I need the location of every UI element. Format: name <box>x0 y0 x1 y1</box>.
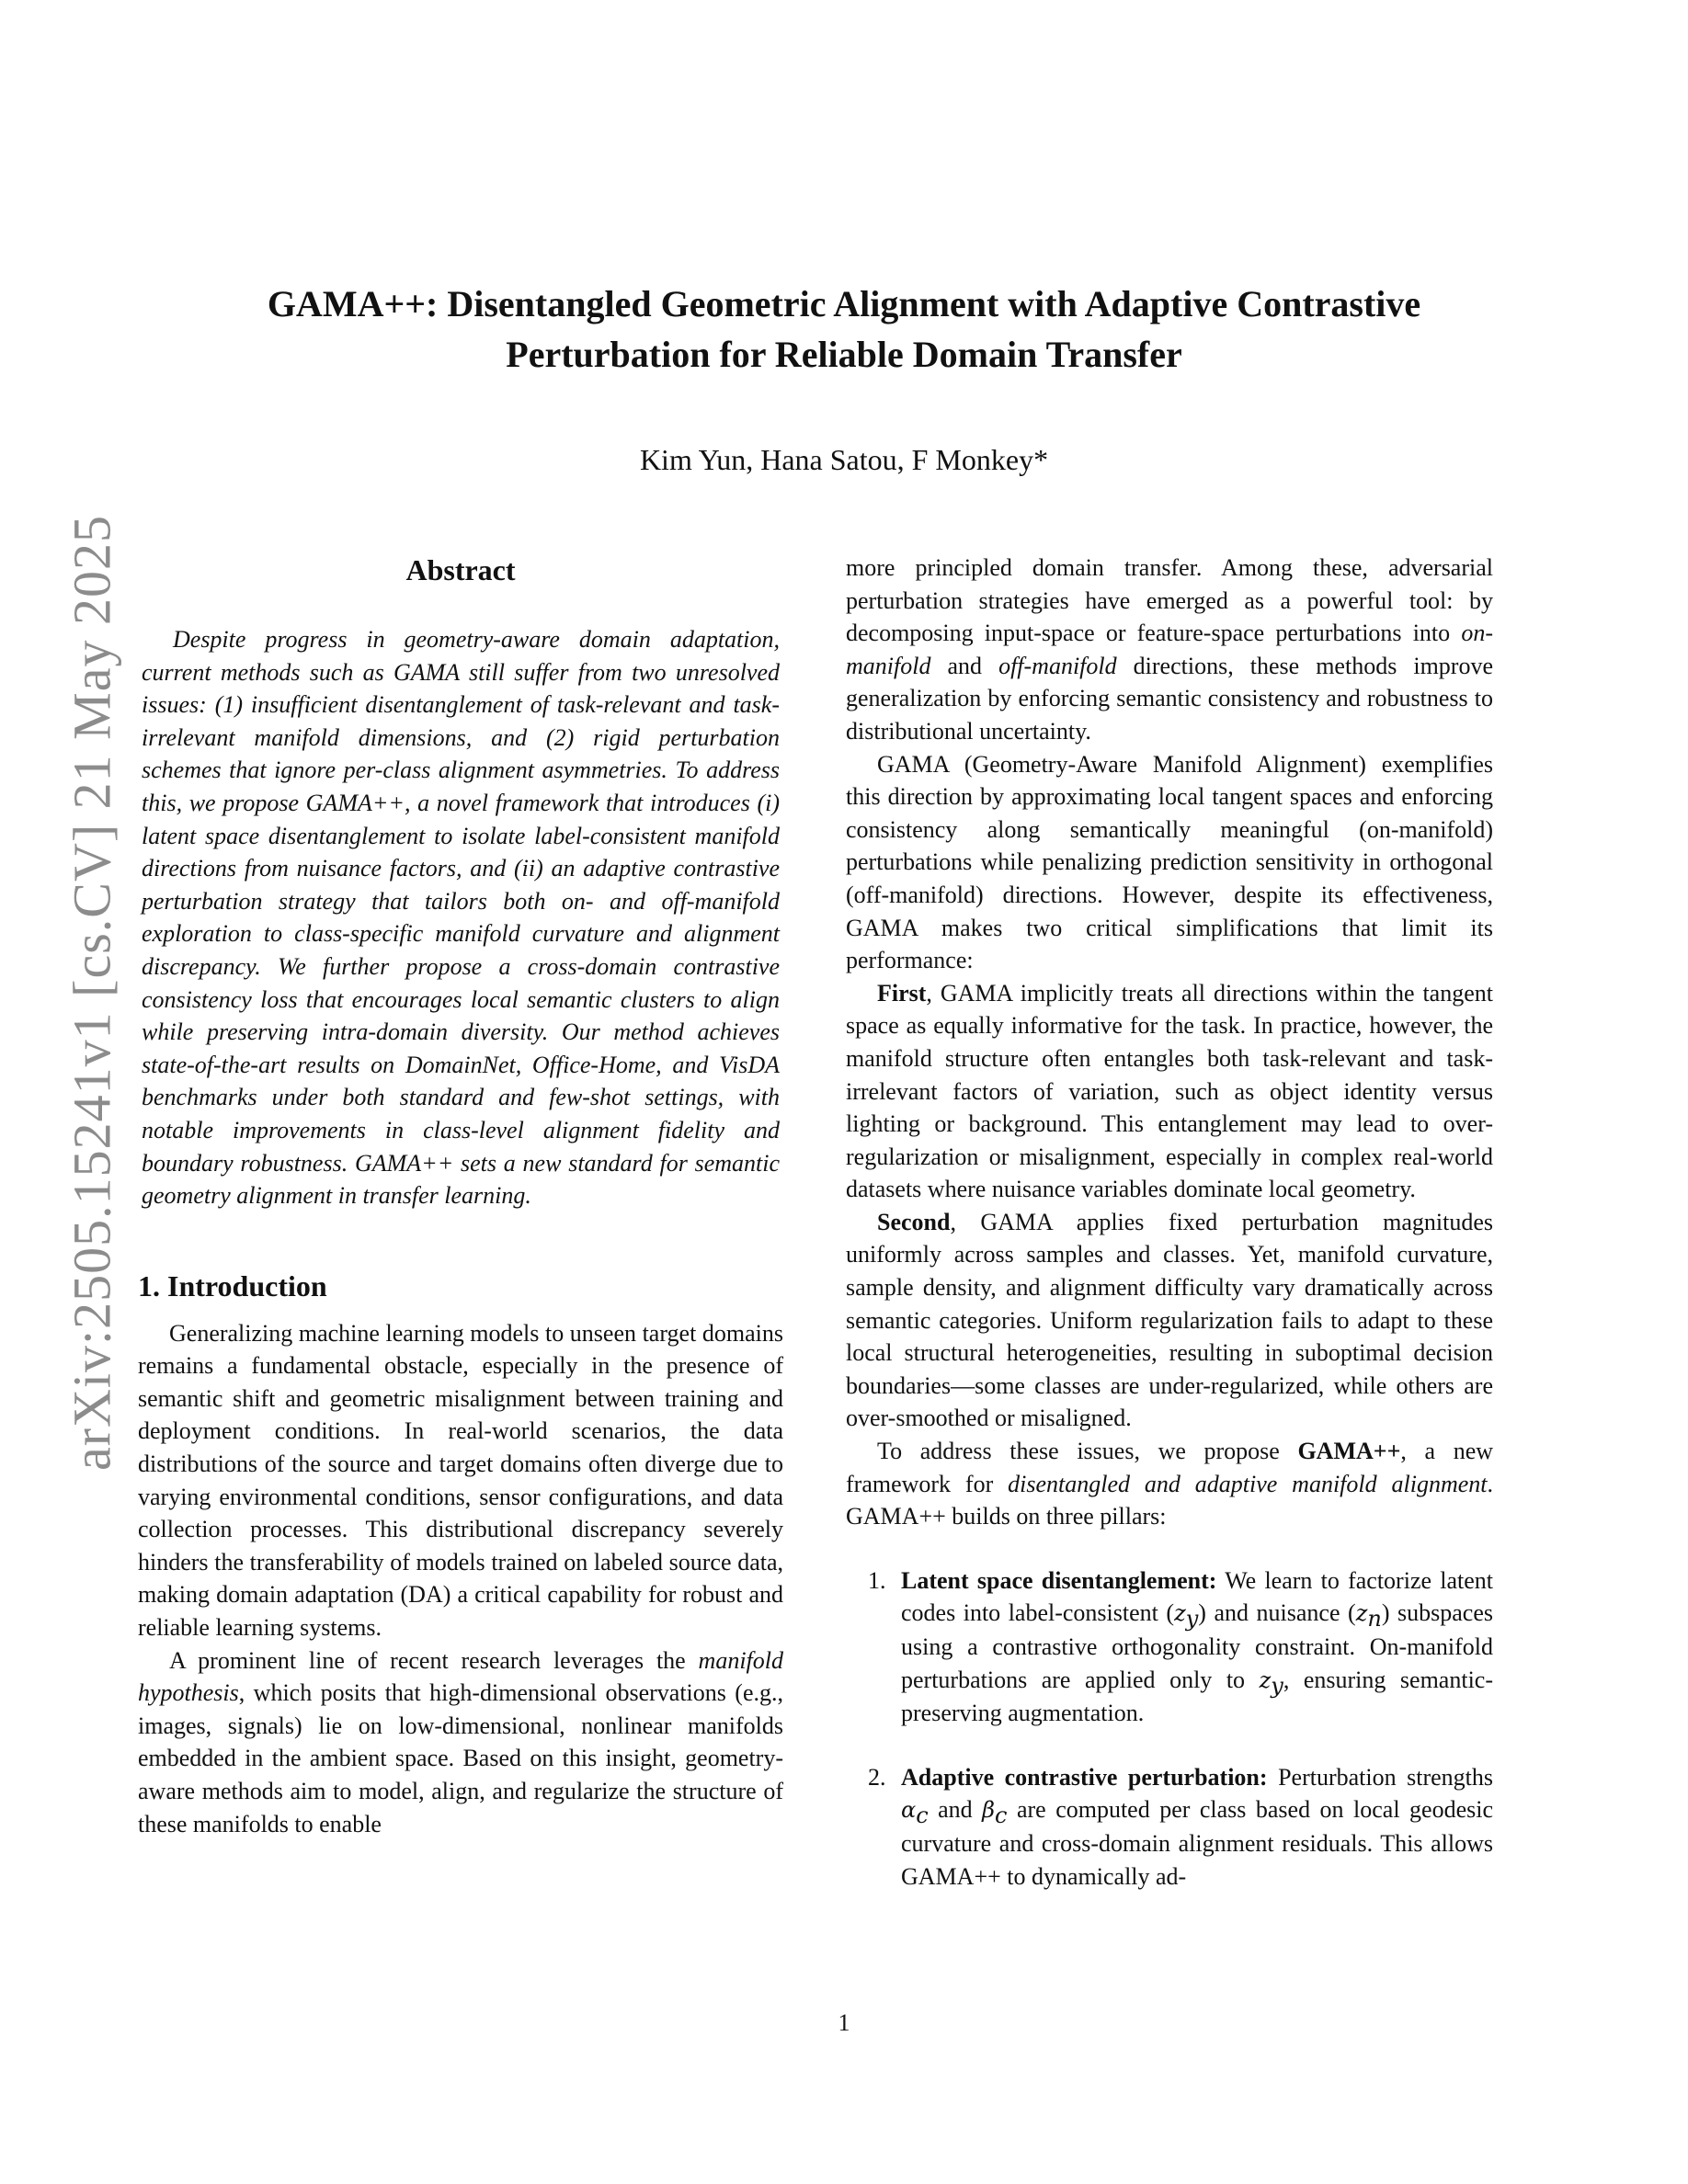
intro-p7-text-mid: , a new framework for <box>846 1438 1494 1497</box>
title-line-1: GAMA++: Disentangled Geometric Alignment with Adaptive Contrastive <box>267 283 1421 324</box>
right-column <box>846 552 1493 1924</box>
intro-p2-emphasis: manifold hypothesis <box>138 1646 783 1707</box>
pillar-text: , ensuring semantic-preserving augmentation. <box>901 1666 1493 1727</box>
intro-p3-emphasis-2: off-manifold <box>998 652 1117 679</box>
intro-p3-text-end: directions, these methods improve generalization by enforcing semantic consistency and robustness to distributional uncertainty. <box>846 652 1493 745</box>
pillar-text: Perturbation strengths <box>1267 1763 1493 1791</box>
arxiv-stamp: arXiv:2505.15241v1 [cs.CV] 21 May 2025 <box>62 514 122 1472</box>
math-subscript: n <box>1367 1606 1382 1632</box>
intro-p5-text: , GAMA implicitly treats all directions within the tangent space as equally informative for the task. In practice, however, the manifold structure often entangles both task-relevant and task-irrelevant factors of variation, such as object identity versus lighting or background. This entanglement may lead to over-regularization or misalignment, especially in complex real-world datasets where nuisance variables dominate local geometry. <box>846 979 1493 1203</box>
intro-p7-emphasis: disentangled and adaptive manifold alignment <box>1008 1470 1488 1497</box>
intro-paragraph-3 <box>846 552 1493 748</box>
intro-p3-text-mid: and <box>930 652 999 679</box>
pillar-title: Latent space disentanglement: <box>901 1566 1217 1594</box>
intro-p3-text: more principled domain transfer. Among these, adversarial perturbation strategies have emerged as a powerful tool: by decomposing input-space or feature-space perturbations into <box>846 554 1493 647</box>
intro-paragraph-6 <box>846 1206 1493 1435</box>
pillar-title: Adaptive contrastive perturbation: <box>901 1763 1268 1791</box>
pillar-text: ) subspaces using a contrastive orthogonality constraint. On-manifold perturbations are applied only to <box>901 1599 1493 1693</box>
pillar-text: ) and nuisance ( <box>1198 1599 1356 1627</box>
pillar-text: are computed per class based on local geodesic curvature and cross-domain alignment residuals. This allows GAMA++ to dynamically ad- <box>901 1796 1493 1890</box>
math-symbol: β <box>982 1797 996 1824</box>
intro-p7-text-end: . GAMA++ builds on three pillars: <box>846 1470 1493 1530</box>
intro-p2-text-end: , which posits that high-dimensional observations (e.g., images, signals) lie on low-dimensional, nonlinear manifolds embedded in the ambient space. Based on this insight, geometry-aware methods aim to model, align, and regularize the structure of these manifolds to enable <box>138 1679 783 1837</box>
abstract-text: Despite progress in geometry-aware domain adaptation, current methods such as GAMA still suffer from two unresolved issues: (1) insufficient disentanglement of task-relevant and task-irrelevant manifold dimensions, and (2) rigid perturbation schemes that ignore per-class alignment asymmetries. To address this, we propose GAMA++, a novel framework that introduces (i) latent space disentanglement to isolate label-consistent manifold directions from nuisance factors, and (ii) an adaptive contrastive perturbation strategy that tailors both on- and off-manifold exploration to class-specific manifold curvature and alignment discrepancy. We further propose a cross-domain contrastive consistency loss that encourages local semantic clusters to align while preserving intra-domain diversity. Our method achieves state-of-the-art results on DomainNet, Office-Home, and VisDA benchmarks under both standard and few-shot settings, with notable improvements in class-level alignment fidelity and boundary robustness. GAMA++ sets a new standard for semantic geometry alignment in transfer learning. <box>142 626 780 1210</box>
intro-p3-emphasis-1: on-manifold <box>846 620 1493 679</box>
math-symbol: z <box>1259 1666 1272 1693</box>
author-list: Kim Yun, Hana Satou, F Monkey* <box>639 443 1049 476</box>
intro-paragraph-4: GAMA (Geometry-Aware Manifold Alignment) exemplifies this direction by approximating local tangent spaces and enforcing consistency along semantically meaningful (on-manifold) perturbations while penalizing prediction sensitivity in orthogonal (off-manifold) directions. However, despite its effectiveness, GAMA makes two critical simplifications that limit its performance: <box>846 750 1493 974</box>
math-subscript: c <box>995 1803 1008 1829</box>
page-number: 1 <box>838 2009 850 2036</box>
intro-paragraph-5 <box>846 977 1493 1206</box>
math-symbol: α <box>901 1797 917 1824</box>
intro-p7-text: To address these issues, we propose <box>877 1438 1298 1465</box>
pillar-text: and <box>928 1796 983 1824</box>
intro-paragraph-2 <box>138 1644 783 1841</box>
title-line-2: Perturbation for Reliable Domain Transfer <box>506 334 1182 375</box>
math-symbol: z <box>1174 1600 1186 1627</box>
pillars-list <box>846 1564 1493 1893</box>
pillar-item-2 <box>846 1761 1493 1893</box>
paper-title <box>138 279 1550 380</box>
second-label: Second <box>877 1208 951 1235</box>
math-subscript: c <box>916 1803 929 1829</box>
pillar-text: We learn to factorize latent codes into label-consistent ( <box>901 1566 1494 1627</box>
math-subscript: y <box>1185 1606 1199 1632</box>
math-symbol: z <box>1355 1600 1368 1627</box>
intro-paragraph-7 <box>846 1435 1493 1533</box>
first-label: First <box>877 979 927 1007</box>
intro-p6-text: , GAMA applies fixed perturbation magnitudes uniformly across samples and classes. Yet, manifold curvature, sample density, and alignment difficulty vary dramatically across semantic categories. Uniform regularization fails to adapt to these local structural heterogeneities, resulting in suboptimal decision boundaries—some classes are under-regularized, while others are over-smoothed or misaligned. <box>846 1208 1493 1432</box>
pillar-item-1 <box>846 1564 1493 1730</box>
introduction-heading: 1. Introduction <box>138 1268 327 1302</box>
intro-paragraph-1: Generalizing machine learning models to unseen target domains remains a fundamental obstacle, especially in the presence of semantic shift and geometric misalignment between training and deployment conditions. In real-world scenarios, the data distributions of the source and target domains often diverge due to varying environmental conditions, sensor configurations, and data collection processes. This distributional discrepancy severely hinders the transferability of models trained on labeled source data, making domain adaptation (DA) a critical capability for robust and reliable learning systems. <box>138 1319 783 1642</box>
pillar-number: 2. <box>868 1763 886 1791</box>
abstract-heading: Abstract <box>405 553 516 586</box>
intro-p2-text: A prominent line of recent research leverages the <box>169 1646 699 1674</box>
gama-plus-plus-bold: GAMA++ <box>1297 1438 1401 1465</box>
pillar-number: 1. <box>868 1566 886 1594</box>
left-column <box>138 552 783 1840</box>
math-subscript: y <box>1271 1672 1283 1699</box>
